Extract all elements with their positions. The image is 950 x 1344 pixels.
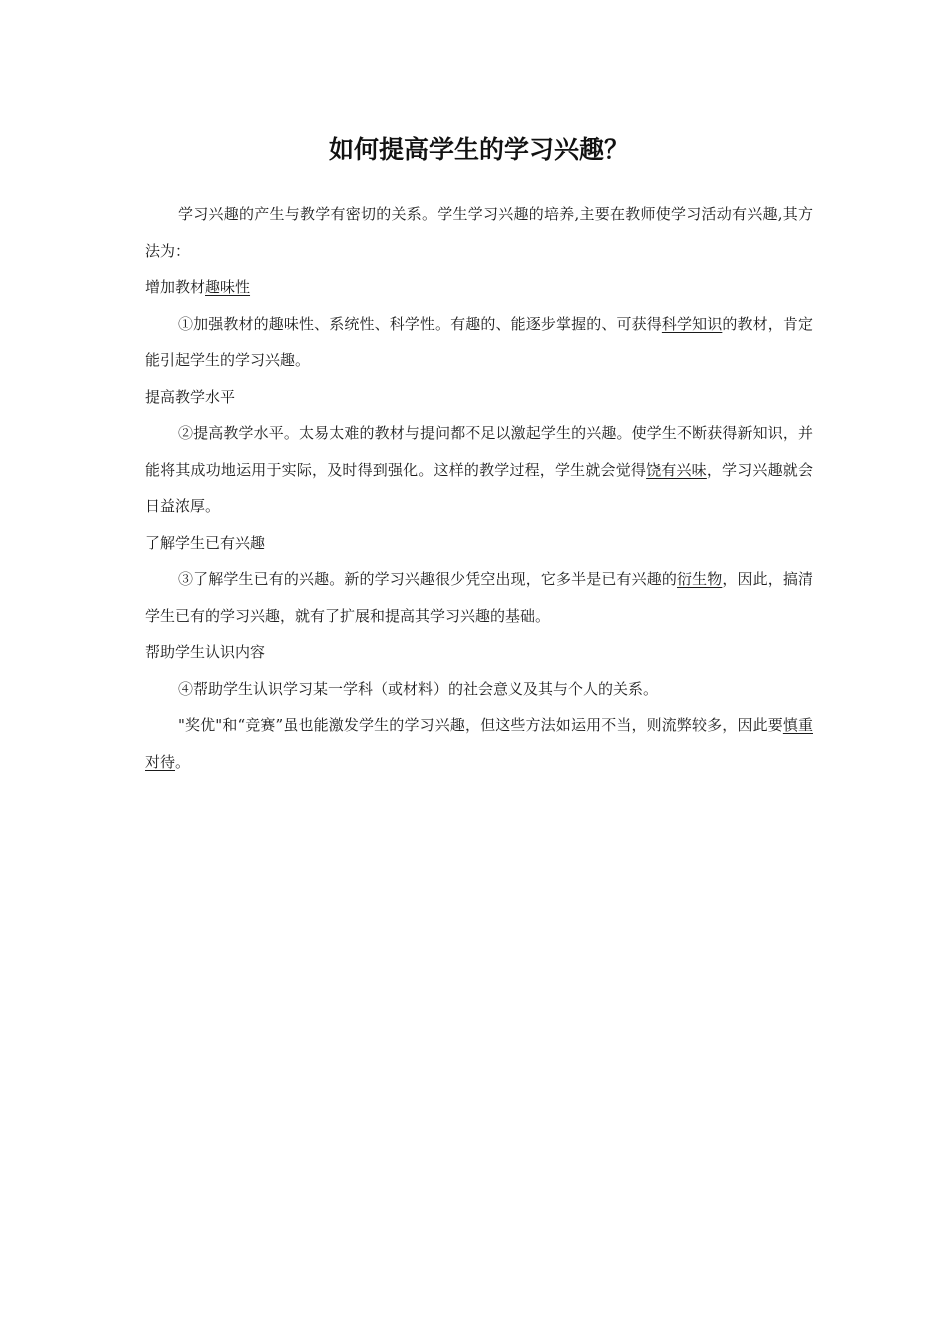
section-paragraph-4: ④帮助学生认识学习某一学科（或材料）的社会意义及其与个人的关系。 [178, 679, 659, 698]
paragraph-text: ②提高教学水平。太易太难的教材与提问都不足以激起学生的兴趣。使学生不断获得新知识，并能将其成功地运用于实际，及时得到强化。这样的教学过程，学生就会觉得 [145, 424, 813, 479]
document-title: 如何提高学生的学习兴趣？ [328, 135, 629, 164]
link-yanshengwu[interactable]: 衍生物 [677, 570, 723, 588]
paragraph-text: 的教材，肯定能引起学生的学习兴趣。 [145, 314, 813, 369]
link-shenzhongduidai[interactable]: 慎重对待 [145, 716, 813, 771]
link-quweixing[interactable]: 趣味性 [205, 278, 251, 296]
heading-text: 增加教材 [145, 278, 206, 296]
section-heading-interest [145, 269, 813, 306]
paragraph-text: 。 [175, 752, 191, 771]
paragraph-text: ①加强教材的趣味性、系统性、科学性。有趣的、能逐步掌握的、可获得 [178, 314, 662, 333]
document-body [145, 196, 813, 780]
paragraph-text: ，因此，搞清学生已有的学习兴趣，就有了扩展和提高其学习兴趣的基础。 [145, 570, 813, 625]
closing-paragraph [145, 707, 813, 780]
section-paragraph-1 [145, 306, 813, 379]
section-heading-existing: 了解学生已有兴趣 [145, 533, 266, 552]
intro-paragraph: 学习兴趣的产生与教学有密切的关系。学生学习兴趣的培养,主要在教师使学习活动有兴趣,其方法为： [145, 205, 813, 260]
link-raoyouxingwei[interactable]: 饶有兴味 [646, 460, 707, 479]
section-paragraph-3 [145, 561, 813, 634]
section-paragraph-2 [145, 415, 813, 525]
paragraph-text: ，学习兴趣就会日益浓厚。 [145, 460, 813, 515]
section-heading-content: 帮助学生认识内容 [145, 643, 266, 661]
link-kexuezhishi[interactable]: 科学知识 [661, 314, 723, 333]
section-heading-teaching: 提高教学水平 [145, 387, 236, 406]
paragraph-text: "奖优"和“竞赛”虽也能激发学生的学习兴趣，但这些方法如运用不当，则流弊较多，因此要 [178, 716, 783, 734]
paragraph-text: ③了解学生已有的兴趣。新的学习兴趣很少凭空出现，它多半是已有兴趣的 [178, 570, 677, 588]
